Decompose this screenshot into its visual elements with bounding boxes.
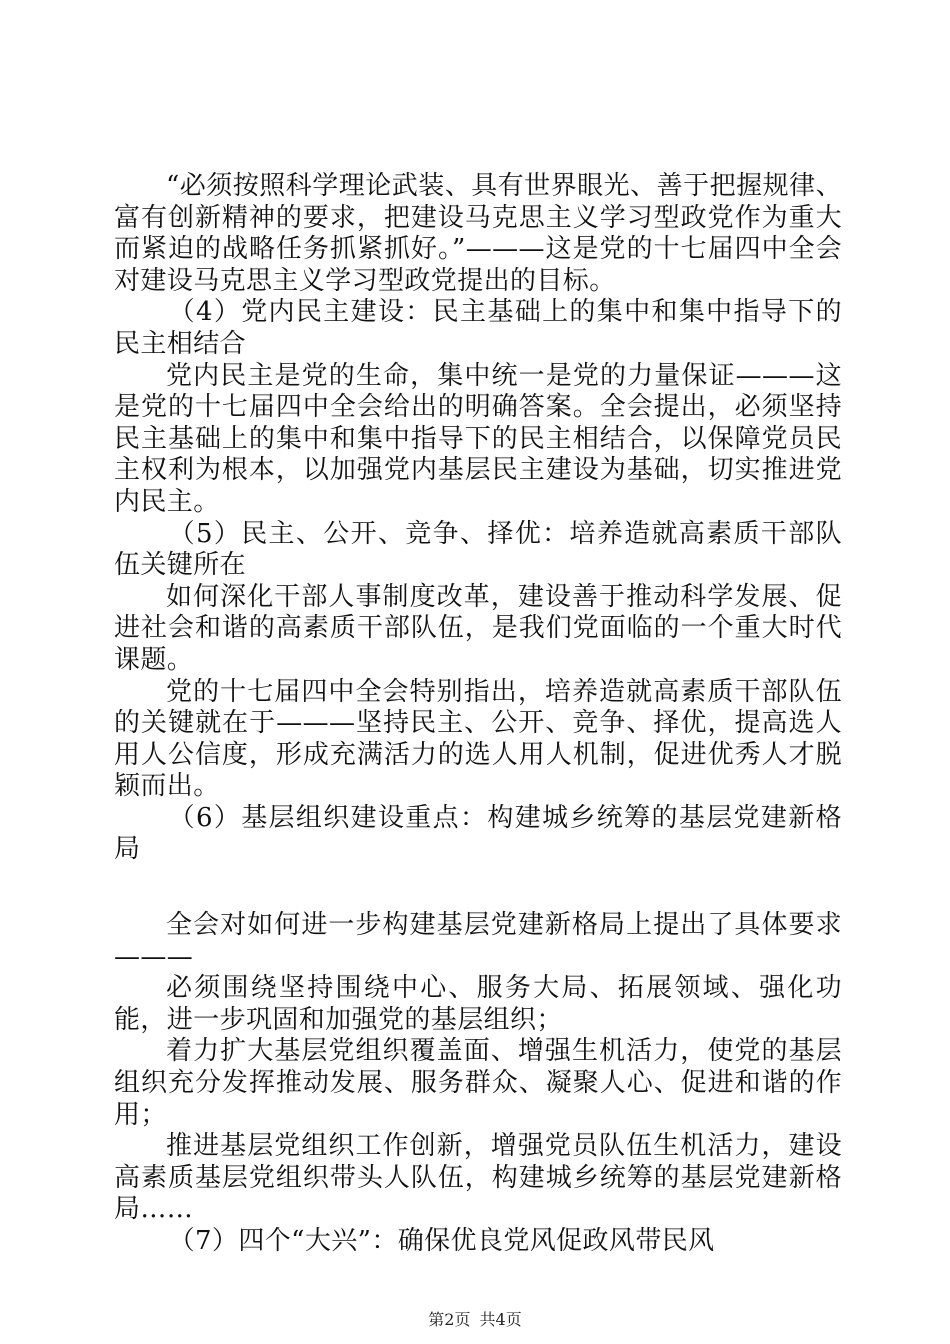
paragraph: 推进基层党组织工作创新，增强党员队伍生机活力，建设高素质基层党组织带头人队伍，构建城乡统筹的基层党建新格局…… (114, 1131, 842, 1225)
section-heading: （4）党内民主建设：民主基础上的集中和集中指导下的民主相结合 (114, 297, 842, 359)
section-heading: （5）民主、公开、竞争、择优：培养造就高素质干部队伍关键所在 (114, 518, 842, 581)
page-footer (0, 1310, 950, 1330)
page-number: 第2页 (428, 1310, 471, 1329)
document-body (114, 171, 842, 1258)
paragraph: 如何深化干部人事制度改革，建设善于推动科学发展、促进社会和谐的高素质干部队伍，是我们党面临的一个重大时代课题。 (114, 581, 842, 675)
paragraph: 全会对如何进一步构建基层党建新格局上提出了具体要求——— (114, 910, 842, 972)
section-heading: （7）四个“大兴”：确保优良党风促政风带民风 (168, 1226, 715, 1256)
blank-line (114, 866, 842, 910)
section-heading: （6）基层组织建设重点：构建城乡统筹的基层党建新格局 (114, 802, 842, 865)
page-total: 共4页 (479, 1310, 522, 1329)
paragraph: 必须围绕坚持围绕中心、服务大局、拓展领域、强化功能，进一步巩固和加强党的基层组织； (114, 973, 842, 1035)
paragraph: 党的十七届四中全会特别指出，培养造就高素质干部队伍的关键就在于———坚持民主、公开、竞争、择优，提高选人用人公信度，形成充满活力的选人用人机制，促进优秀人才脱颖而出。 (114, 676, 842, 802)
paragraph: 党内民主是党的生命，集中统一是党的力量保证———这是党的十七届四中全会给出的明确答案。全会提出，必须坚持民主基础上的集中和集中指导下的民主相结合，以保障党员民主权利为根本，以加强党内基层民主建设为基础，切实推进党内民主。 (114, 360, 842, 517)
paragraph: “必须按照科学理论武装、具有世界眼光、善于把握规律、富有创新精神的要求，把建设马克思主义学习型政党作为重大而紧迫的战略任务抓紧抓好。”———这是党的十七届四中全会对建设马克思主义学习型政党提出的目标。 (114, 171, 842, 296)
paragraph: 着力扩大基层党组织覆盖面、增强生机活力，使党的基层组织充分发挥推动发展、服务群众、凝聚人心、促进和谐的作用； (114, 1036, 842, 1130)
